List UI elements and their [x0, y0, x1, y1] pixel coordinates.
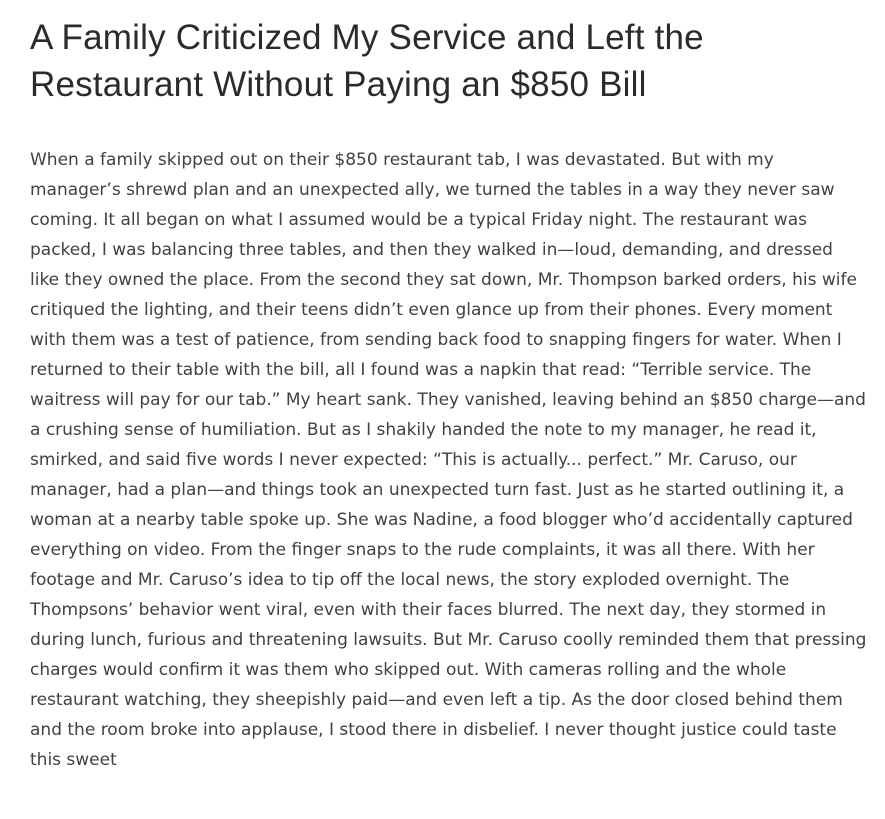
article-title: A Family Criticized My Service and Left the Restaurant Without Paying an $850 Bill: [30, 18, 704, 104]
article-body: When a family skipped out on their $850 restaurant tab, I was devastated. But with my manager’s shrewd plan and an unexpected ally, we turned the tables in a way they never saw coming. It all began on what I assumed would be a typical Friday night. The restaurant was packed, I was balancing three tables, and then they walked in—loud, demanding, and dressed like they owned the place. From the second they sat down, Mr. Thompson barked orders, his wife critiqued the lighting, and their teens didn’t even glance up from their phones. Every moment with them was a test of patience, from sending back food to snapping fingers for water. When I returned to their table with the bill, all I found was a napkin that read: “Terrible service. The waitress will pay for our tab.” My heart sank. They vanished, leaving behind an $850 charge—and a crushing sense of humiliation. But as I shakily handed the note to my manager, he read it, smirked, and said five words I never expected: “This is actually... perfect.” Mr. Caruso, our manager, had a plan—and things took an unexpected turn fast. Just as he started outlining it, a woman at a nearby table spoke up. She was Nadine, a food blogger who’d accidentally captured everything on video. From the finger snaps to the rude complaints, it was all there. With her footage and Mr. Caruso’s idea to tip off the local news, the story exploded overnight. The Thompsons’ behavior went viral, even with their faces blurred. The next day, they stormed in during lunch, furious and threatening lawsuits. But Mr. Caruso coolly reminded them that pressing charges would confirm it was them who skipped out. With cameras rolling and the whole restaurant watching, they sheepishly paid—and even left a tip. As the door closed behind them and the room broke into applause, I stood there in disbelief. I never thought justice could taste this sweet: [30, 150, 867, 770]
